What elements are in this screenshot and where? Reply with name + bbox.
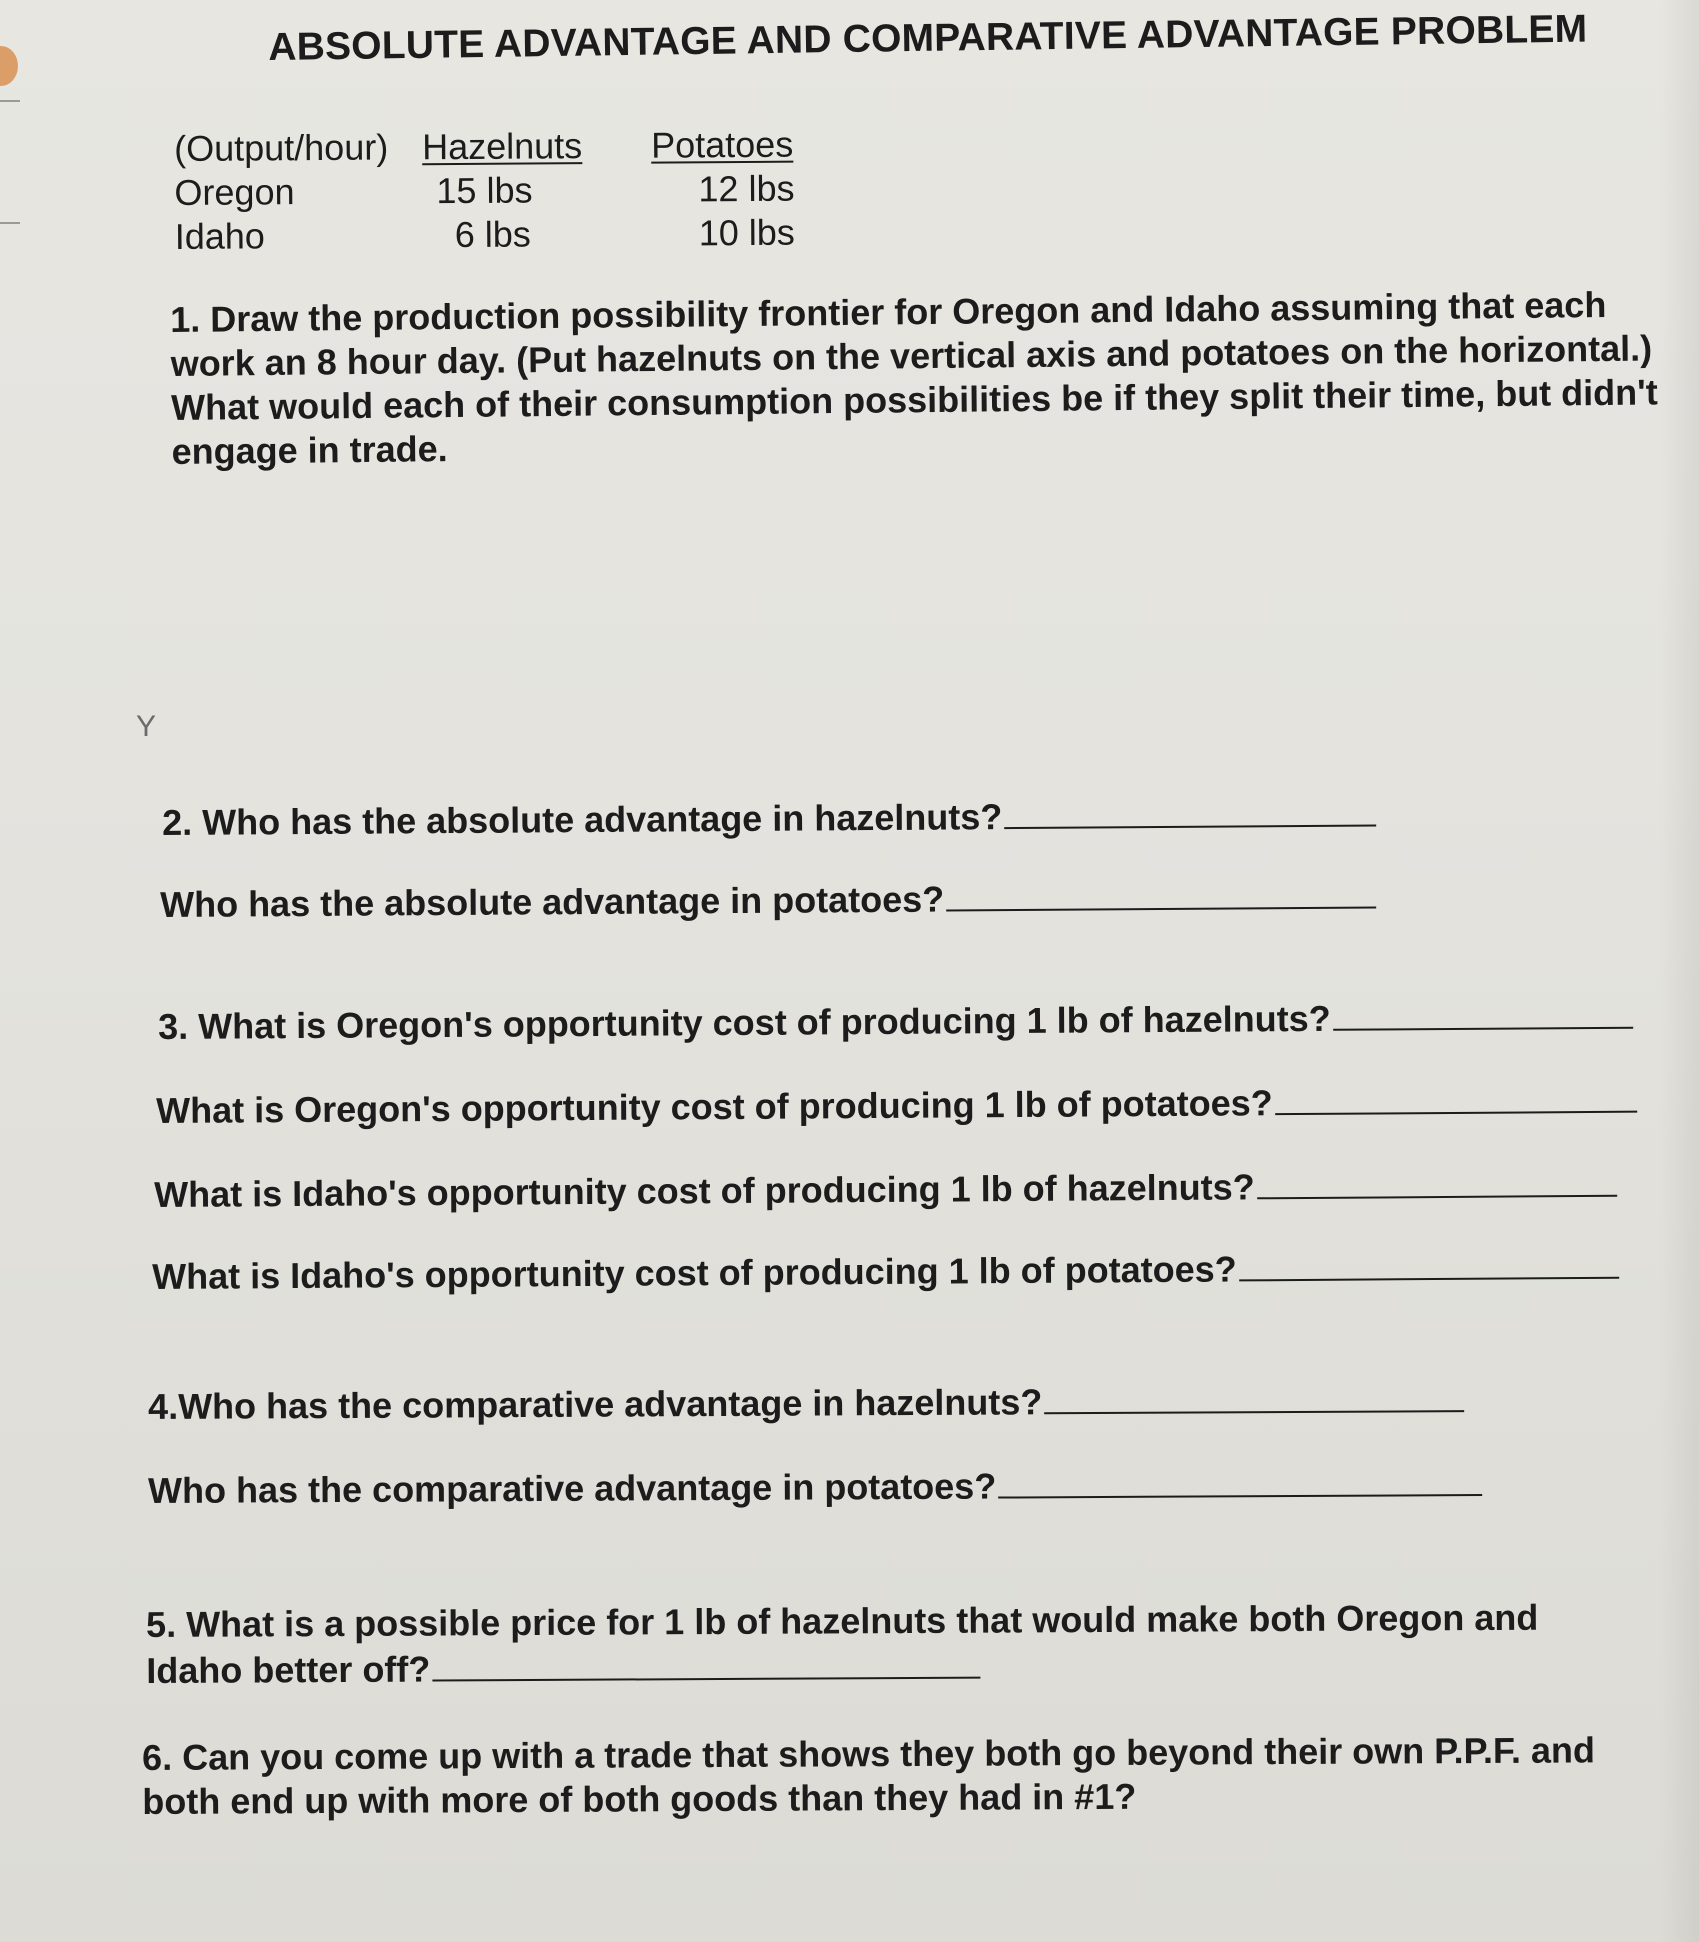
table-cell: Idaho — [174, 215, 265, 257]
question-text: 2. Who has the absolute advantage in hazelnuts? — [162, 796, 1003, 843]
answer-blank[interactable] — [946, 901, 1376, 912]
question-2b — [160, 876, 1376, 926]
margin-lines — [0, 100, 20, 224]
output-table — [174, 123, 795, 260]
question-1-line: 1. Draw the production possibility frontier for Oregon and Idaho assuming that each — [170, 283, 1607, 340]
question-1-line: What would each of their consumption possibilities be if they split their time, but didn't — [170, 371, 1658, 428]
table-cell: 6 lbs — [454, 213, 531, 256]
question-text: What is Oregon's opportunity cost of producing 1 lb of potatoes? — [156, 1082, 1273, 1131]
question-1-line: work an 8 hour day. (Put hazelnuts on the vertical axis and potatoes on the horizontal.) — [170, 327, 1653, 384]
question-text: Who has the comparative advantage in potatoes? — [148, 1465, 997, 1511]
table-cell: 10 lbs — [698, 211, 795, 254]
question-text: Who has the absolute advantage in potatoes? — [160, 878, 945, 925]
question-4a — [148, 1379, 1464, 1428]
question-6 — [142, 1728, 1595, 1824]
page-title: ABSOLUTE ADVANTAGE AND COMPARATIVE ADVANTAGE PROBLEM — [268, 7, 1588, 69]
answer-blank[interactable] — [998, 1488, 1482, 1499]
question-1-line: engage in trade. — [171, 428, 448, 472]
table-header-cell: (Output/hour) — [174, 126, 389, 169]
answer-blank[interactable] — [1004, 819, 1376, 830]
page-edge-shadow — [1659, 0, 1699, 1942]
question-text: What is Idaho's opportunity cost of producing 1 lb of hazelnuts? — [154, 1166, 1255, 1215]
question-5-line: 5. What is a possible price for 1 lb of hazelnuts that would make both Oregon and — [146, 1596, 1539, 1645]
answer-blank[interactable] — [432, 1671, 980, 1682]
question-2a — [162, 794, 1376, 844]
answer-blank[interactable] — [1044, 1404, 1464, 1414]
answer-blank[interactable] — [1257, 1189, 1617, 1200]
question-4b — [148, 1463, 1482, 1512]
table-header-cell: Hazelnuts — [421, 125, 583, 168]
table-cell: 15 lbs — [436, 169, 533, 212]
answer-blank[interactable] — [1333, 1021, 1633, 1031]
margin-mark: Y — [136, 710, 157, 743]
question-1 — [170, 282, 1658, 474]
question-6-line: both end up with more of both goods than they had in #1? — [142, 1775, 1137, 1822]
question-text: What is Idaho's opportunity cost of producing 1 lb of potatoes? — [152, 1248, 1237, 1297]
table-header-cell: Potatoes — [650, 123, 794, 166]
table-cell: Oregon — [174, 171, 295, 213]
table-cell: 12 lbs — [698, 167, 795, 210]
question-5 — [146, 1595, 1539, 1694]
answer-blank[interactable] — [1275, 1105, 1637, 1116]
question-5-line: Idaho better off? — [146, 1648, 431, 1691]
question-6-line: 6. Can you come up with a trade that shows they both go beyond their own P.P.F. and — [142, 1729, 1596, 1778]
answer-blank[interactable] — [1239, 1271, 1619, 1282]
question-text: 3. What is Oregon's opportunity cost of producing 1 lb of hazelnuts? — [158, 997, 1331, 1047]
question-text: 4.Who has the comparative advantage in hazelnuts? — [148, 1381, 1043, 1427]
